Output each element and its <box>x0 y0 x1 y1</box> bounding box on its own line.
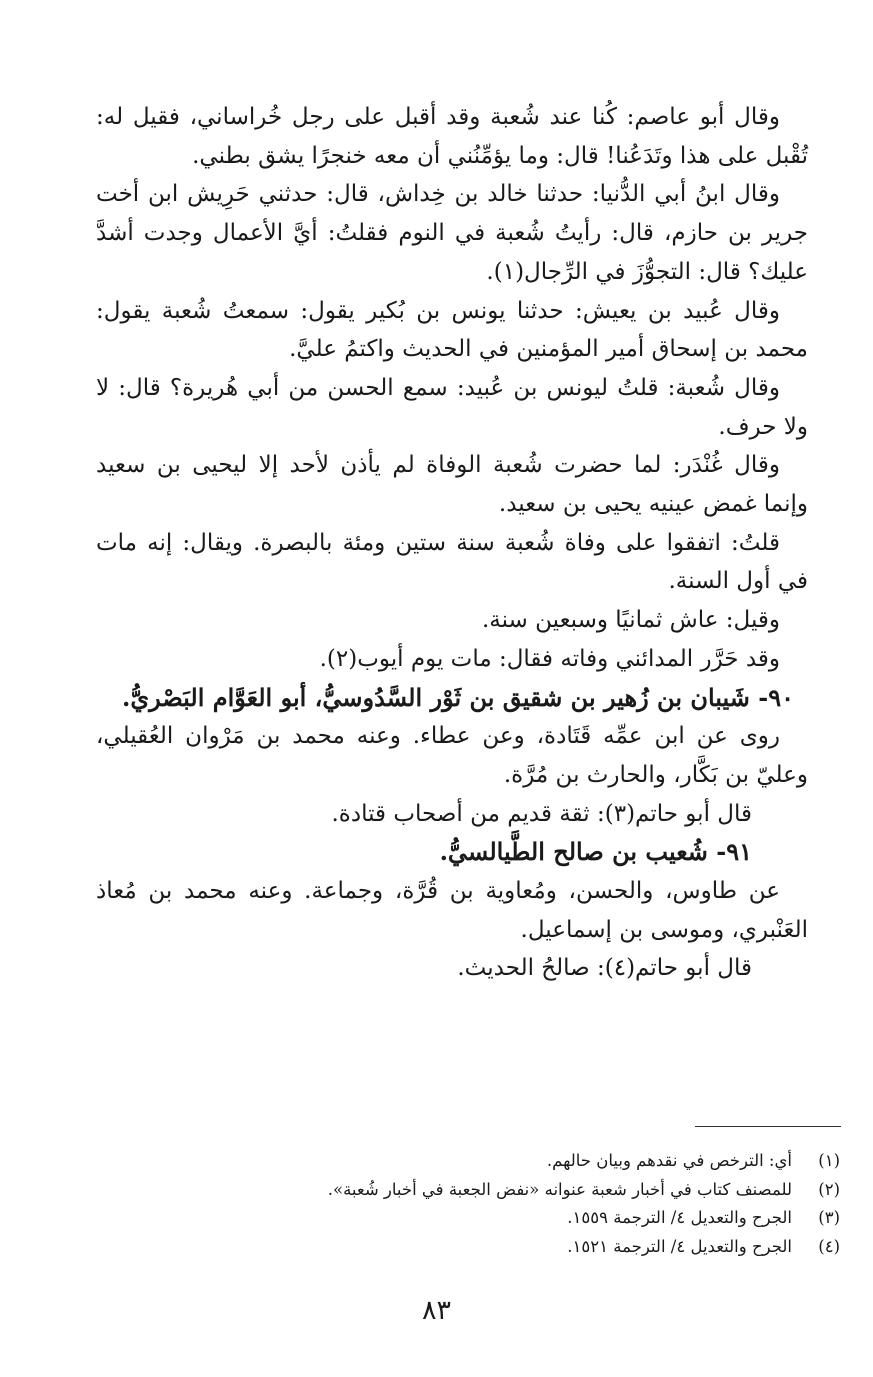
main-text <box>96 98 808 988</box>
paragraph: وقال شُعبة: قلتُ ليونس بن عُبيد: سمع الحسن من أبي هُريرة؟ قال: لا ولا حرف. <box>96 374 808 440</box>
footnote-number: (١) <box>818 1151 840 1170</box>
footnote-number: (٣) <box>818 1208 840 1227</box>
paragraph: قال أبو حاتم(٣): ثقة قديم من أصحاب قتادة. <box>331 800 752 827</box>
paragraph: وقيل: عاش ثمانيًا وسبعين سنة. <box>481 607 780 634</box>
footnote-divider <box>695 1126 841 1127</box>
paragraph: قلتُ: اتفقوا على وفاة شُعبة سنة ستين ومئة بالبصرة. ويقال: إنه مات في أول السنة. <box>96 529 808 595</box>
paragraph: عن طاوس، والحسن، ومُعاوية بن قُرَّة، وجماعة. وعنه محمد بن مُعاذ العَنْبري، وموسى بن إسماعيل. <box>96 878 808 943</box>
footnote-text: أي: الترخص في نقدهم وبيان حالهم. <box>546 1151 792 1170</box>
footnote <box>240 1176 840 1205</box>
footnote-text: الجرح والتعديل ٤/ الترجمة ١٥٥٩. <box>567 1208 792 1227</box>
footnotes <box>240 1147 840 1261</box>
footnote-number: (٤) <box>818 1236 840 1256</box>
paragraph: وقال عُبيد بن يعيش: حدثنا يونس بن بُكير يقول: سمعتُ شُعبة يقول: محمد بن إسحاق أمير المؤمنين في الحديث واكتمُ عليَّ. <box>96 297 808 363</box>
paragraph: قال أبو حاتم(٤): صالحُ الحديث. <box>457 955 752 982</box>
paragraph: وقد حَرَّر المدائني وفاته فقال: مات يوم أيوب(٢). <box>319 645 780 672</box>
paragraph: روى عن ابن عمِّه قَتَادة، وعن عطاء. وعنه محمد بن مَرْوان العُقيلي، وعليّ بن بَكَّار، والحارث بن مُرَّة. <box>96 723 808 788</box>
footnote-text: للمصنف كتاب في أخبار شعبة عنوانه «نفض الجعبة في أخبار شُعبة». <box>327 1179 792 1199</box>
page-number: ٨٣ <box>421 1295 451 1326</box>
entry-heading: ٩١- شُعيب بن صالح الطَّيالسيُّ. <box>439 837 752 867</box>
entry-heading: ٩٠- شَيبان بن زُهير بن شقيق بن ثَوْر السَّدُوسيُّ، أبو العَوَّام البَصْريُّ. <box>121 682 794 712</box>
footnote <box>240 1233 840 1262</box>
footnote <box>240 1147 840 1176</box>
paragraph: وقال غُنْدَر: لما حضرت شُعبة الوفاة لم يأذن لأحد إلا ليحيى بن سعيد وإنما غمض عينيه يحيى بن سعيد. <box>96 452 808 518</box>
footnote-text: الجرح والتعديل ٤/ الترجمة ١٥٢١. <box>567 1236 792 1256</box>
paragraph: وقال أبو عاصم: كُنا عند شُعبة وقد أقبل على رجل خُراساني، فقيل له: تُقْبل على هذا وتَدَعُنا! قال: وما يؤمِّنُني أن معه خنجرًا يشق بطني. <box>96 104 808 169</box>
paragraph: وقال ابنُ أبي الدُّنيا: حدثنا خالد بن خِداش، قال: حدثني حَرِيش ابن أخت جرير بن حازم، قال: رأيتُ شُعبة في النوم فقلتُ: أيَّ الأعمال وجدت أشدَّ عليك؟ قال: التجوُّزَ في الرِّجال(١). <box>96 181 808 285</box>
footnote <box>240 1204 840 1233</box>
footnote-number: (٢) <box>818 1179 840 1199</box>
